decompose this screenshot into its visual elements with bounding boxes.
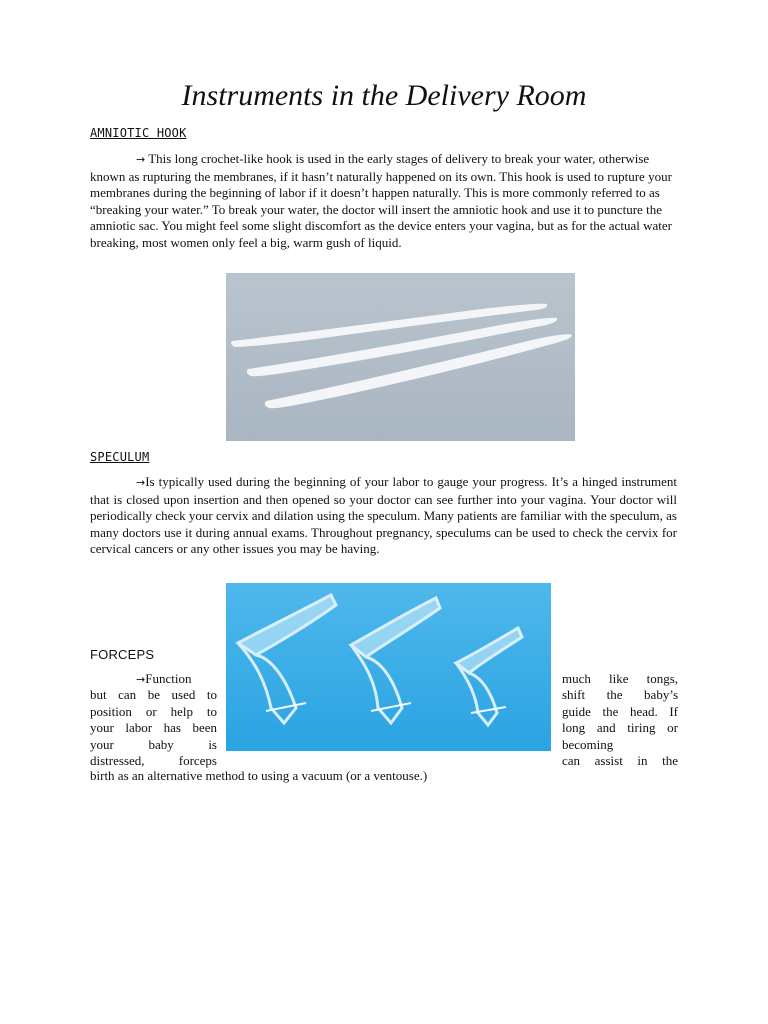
forceps-left-line: your labor has been — [90, 720, 217, 736]
forceps-right-line: shift the baby’s — [562, 687, 678, 703]
speculum-text: Is typically used during the beginning of your labor to gauge your progress. It’s a hinged instrument that is closed upon insertion and then opened so your doctor can see further into your vagina. Your doctor will periodically check your cervix and dilation using the speculum. Many patients are familiar with the speculum, as many doctors use it during annual exams. Throughout pregnancy, speculums can be used to check the cervix for cervical cancers or any other issues you may be having. — [90, 474, 677, 557]
amniotic-hook-photo — [226, 273, 575, 441]
arrow-icon: → — [136, 476, 146, 489]
speculum-heading: SPECULUM — [90, 450, 150, 464]
arrow-icon: → — [136, 673, 146, 686]
amniotic-hook-paragraph — [90, 151, 677, 252]
forceps-left-line: but can be used to — [90, 687, 217, 703]
forceps-heading: FORCEPS — [90, 647, 155, 662]
page-title: Instruments in the Delivery Room — [181, 79, 587, 112]
amniotic-hook-text: This long crochet-like hook is used in the early stages of delivery to break your water, otherwise known as rupturing the membranes, if it hasn’t naturally happened on its own. This hook is used to rupture your membranes during the beginning of labor if it doesn’t happen naturally. This is more commonly referred to as “breaking your water.” To break your water, the doctor will insert the amniotic hook and use it to puncture the amniotic sac. You might feel some slight discomfort as the device enters your vagina, but as for the actual water breaking, most women only feel a big, warm gush of liquid. — [90, 151, 672, 250]
forceps-right-line: can assist in the — [562, 752, 678, 768]
forceps-text-right — [562, 671, 678, 769]
forceps-right-line: guide the head. If — [562, 703, 678, 719]
speculum-paragraph — [90, 474, 677, 558]
amniotic-hook-heading: AMNIOTIC HOOK — [90, 126, 187, 140]
forceps-left-line: your baby is — [90, 736, 217, 752]
forceps-left-line: →Function — [136, 671, 192, 686]
forceps-right-line: long and tiring or — [562, 720, 678, 736]
speculum-photo — [226, 583, 551, 751]
forceps-right-line: becoming — [562, 736, 614, 752]
forceps-text-left — [90, 671, 217, 769]
forceps-left-line: position or help to — [90, 703, 217, 719]
forceps-right-line: much like tongs, — [562, 671, 678, 686]
forceps-text-tail: birth as an alternative method to using a vacuum (or a ventouse.) — [90, 768, 428, 783]
arrow-icon: → — [136, 153, 146, 166]
forceps-left-line: distressed, forceps — [90, 752, 217, 768]
